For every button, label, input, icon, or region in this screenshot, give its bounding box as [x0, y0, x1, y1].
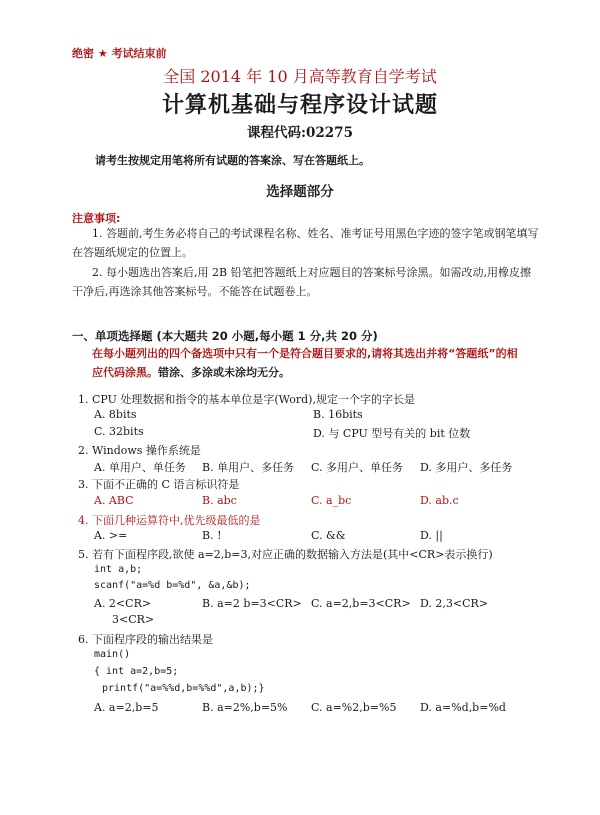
question-6-code-line-1: main()	[94, 649, 131, 660]
question-6-option-c: C. a=%2,b=%5	[311, 701, 397, 714]
part-instructions-tail: 错涂、多涂或未涂均无分。	[158, 366, 290, 379]
question-5-code-line-1: int a,b;	[94, 564, 143, 575]
question-5-stem: 5. 若有下面程序段,欲使 a=2,b=3,对应正确的数据输入方法是(其中<CR>表示换行)	[78, 548, 493, 561]
question-5-option-a-line-2: 3<CR>	[112, 613, 155, 626]
question-3-option-a: A. ABC	[94, 494, 134, 507]
question-6-stem: 6. 下面程序段的输出结果是	[78, 633, 213, 646]
question-5-option-a: A. 2<CR>	[94, 597, 152, 610]
question-3-stem: 3. 下面不正确的 C 语言标识符是	[78, 478, 240, 491]
question-6-code-line-3: printf("a=%%d,b=%%d",a,b);}	[102, 683, 265, 694]
page-title: 计算机基础与程序设计试题	[161, 92, 438, 118]
question-1-option-d: D. 与 CPU 型号有关的 bit 位数	[313, 427, 471, 440]
question-4-option-b: B. !	[202, 529, 222, 542]
question-3-option-d: D. ab.c	[420, 494, 459, 507]
question-1-stem: 1. CPU 处理数据和指令的基本单位是字(Word),规定一个字的字长是	[78, 393, 415, 406]
course-code: 课程代码:02275	[247, 125, 353, 141]
question-4-option-d: D. ||	[420, 529, 443, 542]
exam-title: 全国 2014 年 10 月高等教育自学考试	[163, 67, 437, 86]
question-2-option-a: A. 单用户、单任务	[94, 461, 186, 474]
attention-label: 注意事项:	[72, 212, 121, 225]
attention-item-2: 2. 每小题选出答案后,用 2B 铅笔把答题纸上对应题目的答案标号涂黑。如需改动,用橡皮擦干净后,再选涂其他答案标号。不能答在试题卷上。	[72, 266, 532, 298]
question-5-code-line-2: scanf("a=%d b=%d", &a,&b);	[94, 580, 251, 591]
question-2-option-d: D. 多用户、多任务	[420, 461, 513, 474]
part-title: 一、单项选择题 (本大题共 20 小题,每小题 1 分,共 20 分)	[72, 329, 378, 343]
question-3-option-c: C. a_bc	[311, 494, 352, 507]
part-instructions	[92, 344, 522, 382]
attention-item-1: 1. 答题前,考生务必将自己的考试课程名称、姓名、准考证号用黑色字迹的签字笔或钢笔填写在答题纸规定的位置上。	[72, 227, 539, 259]
part-instructions-main: 在每小题列出的四个备选项中只有一个是符合题目要求的,请将其选出并将“答题纸”的相应代码涂黑。	[92, 347, 518, 379]
question-6-option-d: D. a=%d,b=%d	[420, 701, 506, 714]
question-2-option-b: B. 单用户、多任务	[202, 461, 295, 474]
question-4-option-c: C. &&	[311, 529, 346, 542]
question-6-option-b: B. a=2%,b=5%	[202, 701, 288, 714]
question-5-option-c: C. a=2,b=3<CR>	[311, 597, 411, 610]
question-5-option-d: D. 2,3<CR>	[420, 597, 489, 610]
question-2-stem: 2. Windows 操作系统是	[78, 444, 201, 457]
section-heading: 选择题部分	[266, 184, 334, 200]
answer-notice: 请考生按规定用笔将所有试题的答案涂、写在答题纸上。	[95, 154, 370, 167]
confidential-label: 绝密 ★ 考试结束前	[72, 47, 167, 60]
question-2-option-c: C. 多用户、单任务	[311, 461, 404, 474]
question-4-stem: 4. 下面几种运算符中,优先级最低的是	[78, 514, 261, 527]
question-5-option-b: B. a=2 b=3<CR>	[202, 597, 302, 610]
question-1-option-b: B. 16bits	[313, 408, 363, 421]
question-6-option-a: A. a=2,b=5	[94, 701, 159, 714]
question-3-option-b: B. abc	[202, 494, 237, 507]
question-1-option-c: C. 32bits	[94, 425, 144, 438]
question-4-option-a: A. >=	[94, 529, 128, 542]
question-6-code-line-2: { int a=2,b=5;	[94, 666, 179, 677]
question-1-option-a: A. 8bits	[94, 408, 137, 421]
